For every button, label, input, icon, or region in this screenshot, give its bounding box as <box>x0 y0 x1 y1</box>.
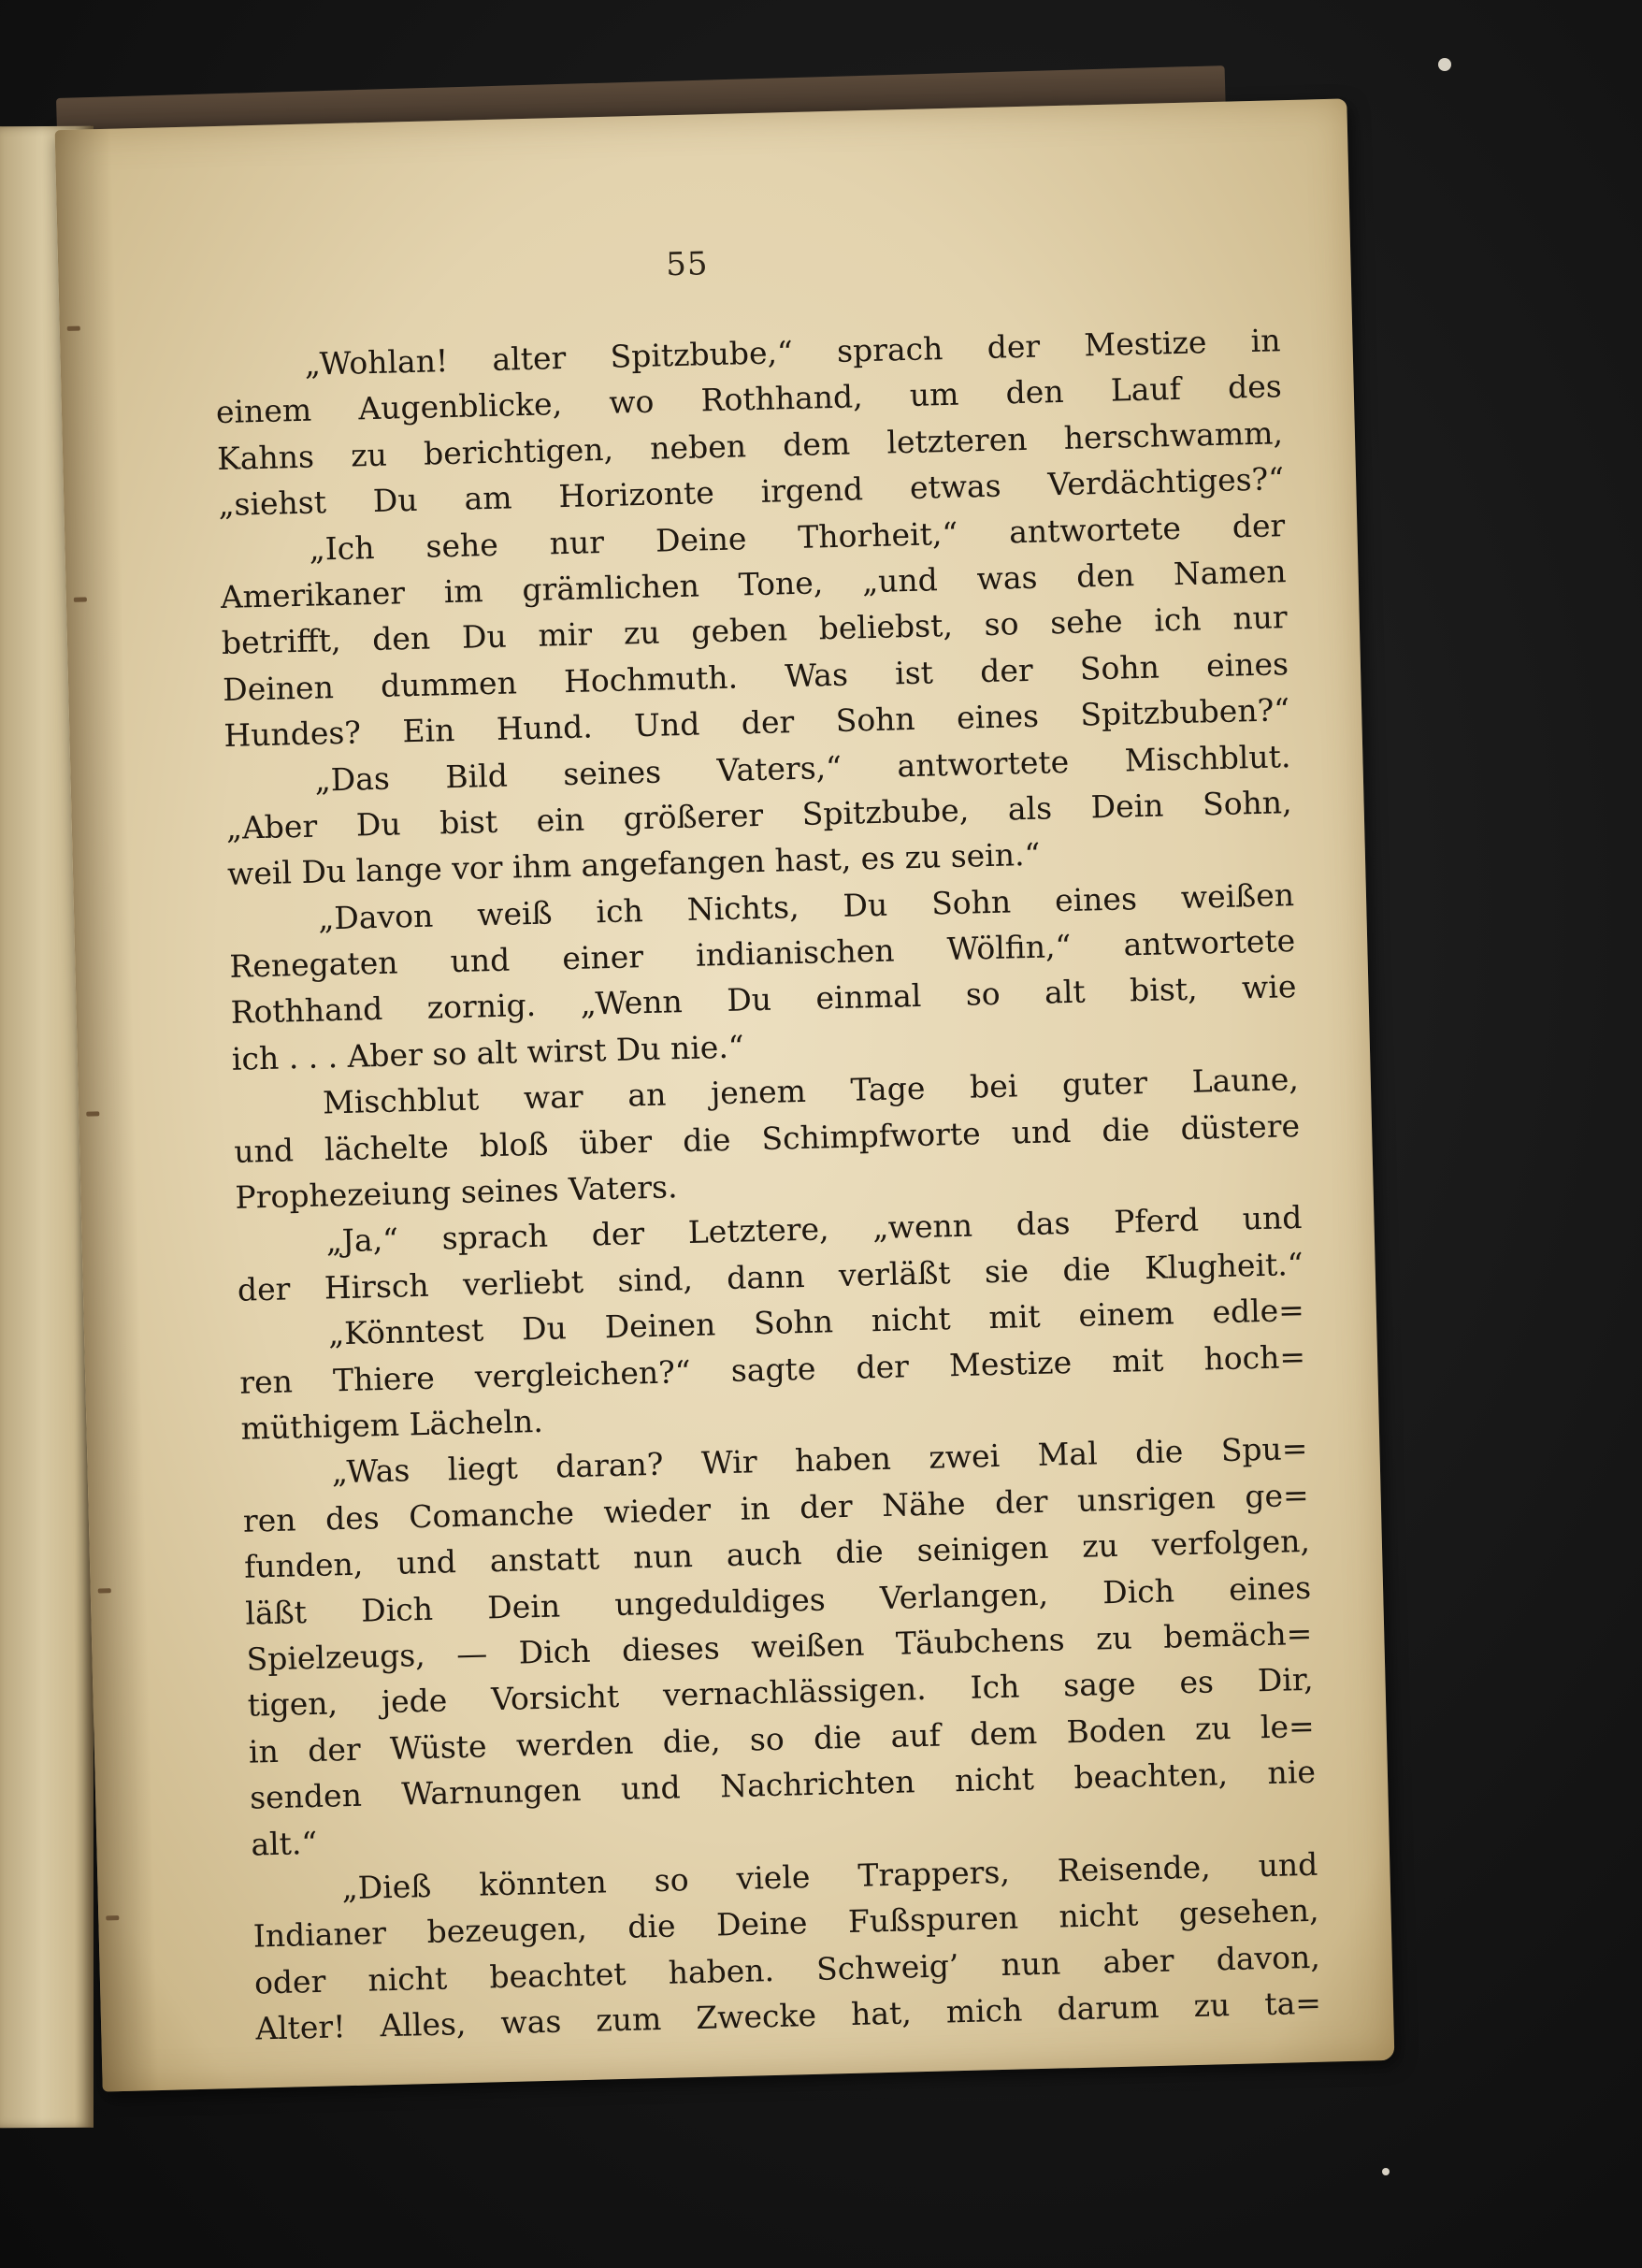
text-line: „Ja,“ sprach der Letztere, „wenn das Pferd und <box>325 1199 1303 1260</box>
text-line: Hundes? Ein Hund. Und der Sohn eines Spitzbuben?“ <box>223 691 1290 755</box>
text-line: Spielzeugs, — Dich dieses weißen Täubchens zu bemäch= <box>246 1614 1313 1678</box>
text-line: Amerikaner im grämlichen Tone, „und was den Namen <box>220 553 1287 615</box>
page-number: 55 <box>665 245 710 284</box>
text-line: betrifft, den Du mir zu geben beliebst, so sehe ich nur <box>221 599 1289 662</box>
text-line: und lächelte bloß über die Schimpfworte und die düstere <box>233 1106 1301 1170</box>
text-line: „Ich sehe nur Deine Thorheit,“ antwortete der <box>309 506 1286 568</box>
text-line: funden, und anstatt nun auch die seinigen zu verfolgen, <box>243 1523 1311 1585</box>
text-line: weil Du lange vor ihm angefangen hast, es zu sein.“ <box>226 835 1041 893</box>
text-line: Rothhand zornig. „Wenn Du einmal so alt bist, wie <box>230 968 1297 1032</box>
text-line: müthigem Lächeln. <box>240 1402 544 1447</box>
text-line: Mischblut war an jenem Tage bei guter Laune, <box>322 1061 1300 1121</box>
text-line: „Davon weiß ich Nichts, Du Sohn eines weißen <box>317 875 1295 937</box>
text-line: senden Warnungen und Nachrichten nicht beachten, nie <box>249 1753 1317 1816</box>
text-line: alt.“ <box>250 1824 318 1863</box>
text-line: „Was liegt daran? Wir haben zwei Mal die Spu= <box>331 1430 1308 1491</box>
text-line: „Aber Du bist ein größerer Spitzbube, als Dein Sohn, <box>225 783 1292 846</box>
text-line: Deinen dummen Hochmuth. Was ist der Sohn eines <box>222 644 1289 708</box>
text-line: „Dieß könnten so viele Trappers, Reisende, und <box>341 1845 1318 1907</box>
text-line: ich . . . Aber so alt wirst Du nie.“ <box>231 1028 745 1077</box>
text-line: ren Thiere vergleichen?“ sagte der Mestize mit hoch= <box>238 1337 1306 1401</box>
text-line: oder nicht beachtet haben. Schweig’ nun aber davon, <box>253 1938 1321 2001</box>
text-line: ren des Comanche wieder in der Nähe der unsrigen ge= <box>242 1476 1310 1539</box>
text-line: der Hirsch verliebt sind, dann verläßt sie die Klugheit.“ <box>237 1245 1304 1308</box>
text-line: läßt Dich Dein ungeduldiges Verlangen, Dich eines <box>244 1568 1312 1632</box>
text-line: Indianer bezeugen, die Deine Fußspuren nicht gesehen, <box>252 1892 1319 1955</box>
binding-thread <box>106 1915 119 1920</box>
text-line: Prophezeiung seines Vaters. <box>235 1168 678 1216</box>
text-line: „Könntest Du Deinen Sohn nicht mit einem edle= <box>327 1292 1305 1352</box>
text-line: einem Augenblicke, wo Rothhand, um den Lauf des <box>215 368 1283 431</box>
text-line: Kahns zu berichtigen, neben dem letzteren herschwamm, <box>216 413 1284 477</box>
dust-speck <box>1382 2168 1390 2175</box>
text-line: Alter! Alles, was zum Zwecke hat, mich darum zu ta= <box>254 1984 1322 2047</box>
text-line: tigen, jede Vorsicht vernachlässigen. Ich sage es Dir, <box>247 1661 1314 1724</box>
text-line: in der Wüste werden die, so die auf dem Boden zu le= <box>248 1707 1316 1770</box>
text-line: „Das Bild seines Vaters,“ antwortete Mischblut. <box>314 737 1291 799</box>
book-page <box>55 98 1395 2091</box>
text-line: „Wohlan! alter Spitzbube,“ sprach der Mestize in <box>304 322 1281 383</box>
binding-thread <box>98 1588 111 1593</box>
text-line: Renegaten und einer indianischen Wölfin,“ antwortete <box>229 922 1296 985</box>
binding-thread <box>86 1111 99 1116</box>
binding-thread <box>67 326 80 331</box>
text-line: „siehst Du am Horizonte irgend etwas Verdächtiges?“ <box>217 460 1285 524</box>
dust-speck <box>1438 58 1451 71</box>
page-text <box>214 317 1321 2052</box>
binding-thread <box>74 598 87 602</box>
